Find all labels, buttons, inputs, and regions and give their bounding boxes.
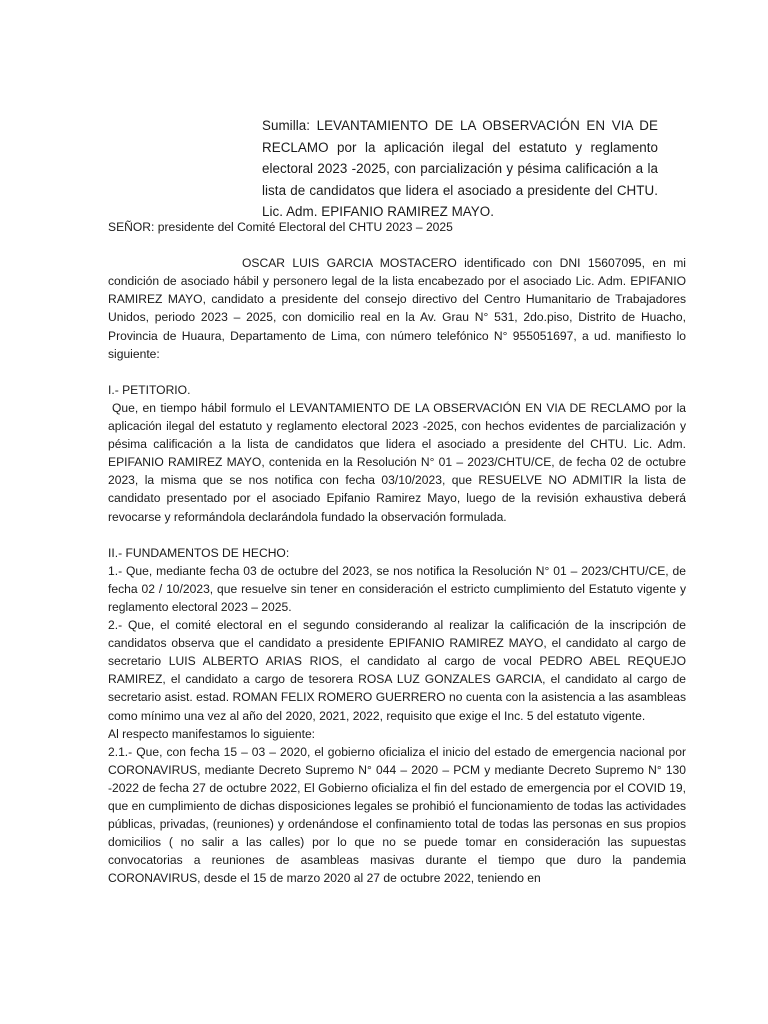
spacer <box>108 526 686 544</box>
spacer <box>108 236 686 254</box>
point-2-1-paragraph: 2.1.- Que, con fecha 15 – 03 – 2020, el gobierno oficializa el inicio del estado de emergencia nacional por CORONAVIRUS, mediante Decreto Supremo N° 044 – 2020 – PCM y mediante Decreto Supremo N° 130 -2022 de fecha 27 de octubre 2022, El Gobierno oficializa el fin del estado de emergencia por el COVID 19, que en cumplimiento de dichas disposiciones legales se prohibió el funcionamiento de todas las actividades públicas, privadas, (reuniones) y ordenándose el confinamiento total de todas las personas en sus propios domicilios ( no salir a las calles) por lo que no se puede tomar en consideración las supuestas convocatorias a reuniones de asambleas masivas durante el tiempo que duro la pandemia CORONAVIRUS, desde el 15 de marzo 2020 al 27 de octubre 2022, teniendo en <box>108 744 686 886</box>
petitorio-paragraph: Que, en tiempo hábil formulo el LEVANTAMIENTO DE LA OBSERVACIÓN EN VIA DE RECLAMO por la aplicación ilegal del estatuto y reglamento electoral 2023 -2025, con hechos evidentes de parcialización y pésima calificación a la lista de candidatos que lidera el asociado a presidente del CHTU. Lic. Adm. EPIFANIO RAMIREZ MAYO, contenida en la Resolución N° 01 – 2023/CHTU/CE, de fecha 02 de octubre 2023, la misma que se nos notifica con fecha 03/10/2023, que RESUELVE NO ADMITIR la lista de candidato presentado por el asociado Epifanio Ramirez Mayo, luego de la revisión exhaustiva deberá revocarse y reformándola declarándola fundado la observación formulada. <box>108 400 686 524</box>
sumilla-block: Sumilla: LEVANTAMIENTO DE LA OBSERVACIÓN EN VIA DE RECLAMO por la aplicación ilegal del estatuto y reglamento electoral 2023 -2025, con parcialización y pésima calificación a la lista de candidatos que lidera el asociado a presidente del CHTU. Lic. Adm. EPIFANIO RAMIREZ MAYO. <box>262 118 658 220</box>
spacer <box>108 363 686 381</box>
point-1-paragraph: 1.- Que, mediante fecha 03 de octubre del 2023, se nos notifica la Resolución N° 01 – 2023/CHTU/CE, de fecha 02 / 10/2023, que resuelve sin tener en consideración el estricto cumplimiento del Estatuto vigente y reglamento electoral 2023 – 2025. <box>108 563 686 614</box>
section-title-petitorio: I.- PETITORIO. <box>108 382 191 397</box>
respect-line: Al respecto manifestamos lo siguiente: <box>108 726 316 741</box>
intro-paragraph: OSCAR LUIS GARCIA MOSTACERO identificado con DNI 15607095, en mi condición de asociado hábil y personero legal de la lista encabezado por el asociado Lic. Adm. EPIFANIO RAMIREZ MAYO, candidato a presidente del consejo directivo del Centro Humanitario de Trabajadores Unidos, periodo 2023 – 2025, con domicilio real en la Av. Grau N° 531, 2do.piso, Distrito de Huacho, Provincia de Huaura, Departamento de Lima, con número telefónico N° 955051697, a ud. manifiesto lo siguiente: <box>108 256 686 361</box>
document-body <box>108 218 686 887</box>
section-title-fundamentos: II.- FUNDAMENTOS DE HECHO: <box>108 545 290 560</box>
addressee-line: SEÑOR: presidente del Comité Electoral del CHTU 2023 – 2025 <box>108 220 453 234</box>
point-2-paragraph: 2.- Que, el comité electoral en el segundo considerando al realizar la calificación de la inscripción de candidatos observa que el candidato a presidente EPIFANIO RAMIREZ MAYO, el candidato al cargo de secretario LUIS ALBERTO ARIAS RIOS, el candidato al cargo de vocal PEDRO ABEL REQUEJO RAMIREZ, el candidato a cargo de tesorera ROSA LUZ GONZALES GARCIA, el candidato al cargo de secretario asist. estad. ROMAN FELIX ROMERO GUERRERO no cuenta con la asistencia a las asambleas como mínimo una vez al año del 2020, 2021, 2022, requisito que exige el Inc. 5 del estatuto vigente. <box>108 618 686 723</box>
